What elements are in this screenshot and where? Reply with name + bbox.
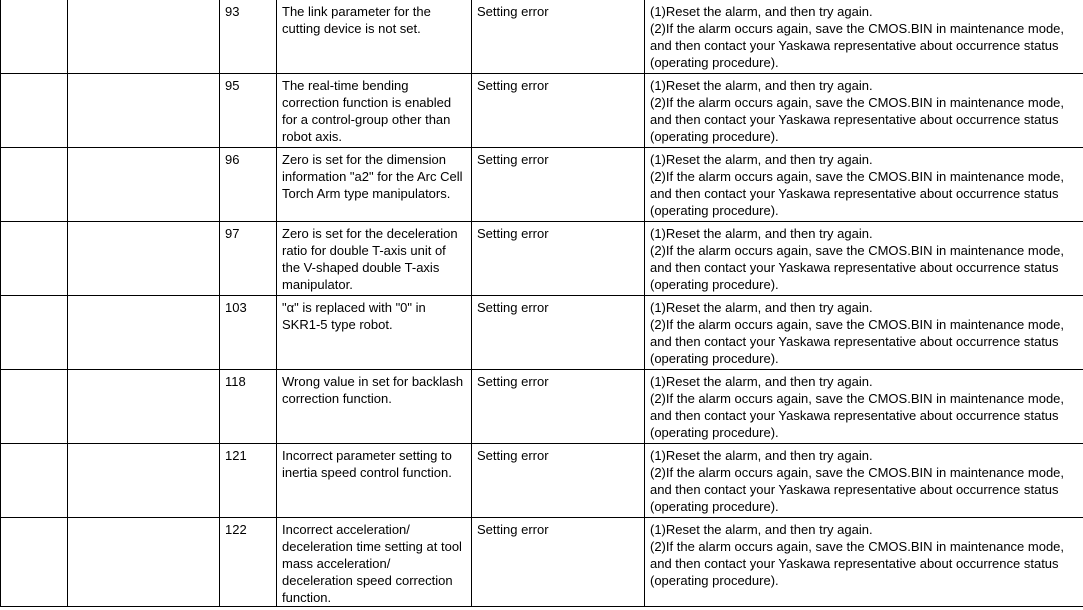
remedy-text: (1)Reset the alarm, and then try again. (2)If the alarm occurs again, save the CMOS.BIN in maintenance mode, and then contact your Yaskawa representative about occurrence status (operating procedure). — [650, 78, 1065, 144]
meaning-text: Incorrect parameter setting to inertia speed control function. — [282, 448, 452, 480]
subcode-text: 121 — [225, 448, 247, 463]
type-text: Setting error — [477, 300, 549, 315]
meaning-cell — [277, 74, 472, 148]
blank-cell — [1, 444, 68, 518]
blank-cell — [68, 444, 220, 518]
remedy-text: (1)Reset the alarm, and then try again. (2)If the alarm occurs again, save the CMOS.BIN in maintenance mode, and then contact your Yaskawa representative about occurrence status (operating procedure). — [650, 152, 1065, 218]
table-row — [1, 370, 1083, 444]
type-cell — [472, 0, 645, 74]
table-row — [1, 0, 1083, 74]
type-cell — [472, 444, 645, 518]
table-row — [1, 444, 1083, 518]
meaning-cell — [277, 222, 472, 296]
remedy-cell — [645, 0, 1083, 74]
meaning-text: Wrong value in set for backlash correction function. — [282, 374, 464, 406]
remedy-cell — [645, 148, 1083, 222]
subcode-cell — [220, 444, 277, 518]
remedy-cell — [645, 370, 1083, 444]
type-text: Setting error — [477, 78, 549, 93]
subcode-text: 103 — [225, 300, 247, 315]
blank-cell — [68, 148, 220, 222]
remedy-text: (1)Reset the alarm, and then try again. (2)If the alarm occurs again, save the CMOS.BIN in maintenance mode, and then contact your Yaskawa representative about occurrence status (operating procedure). — [650, 226, 1065, 292]
type-cell — [472, 296, 645, 370]
meaning-cell — [277, 518, 472, 607]
blank-cell — [68, 370, 220, 444]
remedy-cell — [645, 222, 1083, 296]
meaning-cell — [277, 444, 472, 518]
blank-cell — [1, 296, 68, 370]
subcode-cell — [220, 370, 277, 444]
table-row — [1, 518, 1083, 607]
table-row — [1, 74, 1083, 148]
subcode-text: 122 — [225, 522, 247, 537]
alarm-table-body — [1, 0, 1083, 607]
remedy-cell — [645, 518, 1083, 607]
blank-cell — [1, 74, 68, 148]
remedy-text: (1)Reset the alarm, and then try again. (2)If the alarm occurs again, save the CMOS.BIN in maintenance mode, and then contact your Yaskawa representative about occurrence status (operating procedure). — [650, 374, 1065, 440]
type-cell — [472, 148, 645, 222]
subcode-cell — [220, 222, 277, 296]
meaning-text: Zero is set for the deceleration ratio for double T-axis unit of the V-shaped double T-axis manipulator. — [282, 226, 458, 292]
type-cell — [472, 518, 645, 607]
meaning-text: The link parameter for the cutting device is not set. — [282, 4, 431, 36]
meaning-text: Zero is set for the dimension information "a2" for the Arc Cell Torch Arm type manipulators. — [282, 152, 463, 201]
blank-cell — [1, 370, 68, 444]
blank-cell — [68, 296, 220, 370]
blank-cell — [1, 0, 68, 74]
type-text: Setting error — [477, 374, 549, 389]
subcode-text: 118 — [225, 374, 246, 389]
type-text: Setting error — [477, 448, 549, 463]
meaning-cell — [277, 370, 472, 444]
type-cell — [472, 74, 645, 148]
remedy-cell — [645, 74, 1083, 148]
table-row — [1, 296, 1083, 370]
type-cell — [472, 222, 645, 296]
blank-cell — [68, 0, 220, 74]
subcode-text: 93 — [225, 4, 240, 19]
table-row — [1, 148, 1083, 222]
remedy-text: (1)Reset the alarm, and then try again. (2)If the alarm occurs again, save the CMOS.BIN in maintenance mode, and then contact your Yaskawa representative about occurrence status (operating procedure). — [650, 448, 1065, 514]
subcode-text: 96 — [225, 152, 240, 167]
blank-cell — [68, 74, 220, 148]
meaning-cell — [277, 296, 472, 370]
remedy-text: (1)Reset the alarm, and then try again. (2)If the alarm occurs again, save the CMOS.BIN in maintenance mode, and then contact your Yaskawa representative about occurrence status (operating procedure). — [650, 522, 1065, 588]
blank-cell — [68, 518, 220, 607]
subcode-text: 97 — [225, 226, 240, 241]
type-text: Setting error — [477, 4, 549, 19]
subcode-cell — [220, 148, 277, 222]
meaning-text: "α" is replaced with "0" in SKR1-5 type robot. — [282, 300, 426, 332]
subcode-cell — [220, 518, 277, 607]
subcode-cell — [220, 0, 277, 74]
blank-cell — [1, 222, 68, 296]
subcode-cell — [220, 74, 277, 148]
remedy-text: (1)Reset the alarm, and then try again. (2)If the alarm occurs again, save the CMOS.BIN in maintenance mode, and then contact your Yaskawa representative about occurrence status (operating procedure). — [650, 300, 1065, 366]
remedy-cell — [645, 296, 1083, 370]
subcode-cell — [220, 296, 277, 370]
type-cell — [472, 370, 645, 444]
blank-cell — [68, 222, 220, 296]
subcode-text: 95 — [225, 78, 240, 93]
type-text: Setting error — [477, 226, 549, 241]
meaning-cell — [277, 148, 472, 222]
blank-cell — [1, 148, 68, 222]
table-row — [1, 222, 1083, 296]
meaning-text: Incorrect acceleration/ deceleration time setting at tool mass acceleration/ deceleration speed correction function. — [282, 522, 462, 605]
type-text: Setting error — [477, 152, 549, 167]
meaning-text: The real-time bending correction function is enabled for a control-group other than robot axis. — [282, 78, 452, 144]
type-text: Setting error — [477, 522, 549, 537]
blank-cell — [1, 518, 68, 607]
meaning-cell — [277, 0, 472, 74]
remedy-text: (1)Reset the alarm, and then try again. (2)If the alarm occurs again, save the CMOS.BIN in maintenance mode, and then contact your Yaskawa representative about occurrence status (operating procedure). — [650, 4, 1065, 70]
remedy-cell — [645, 444, 1083, 518]
